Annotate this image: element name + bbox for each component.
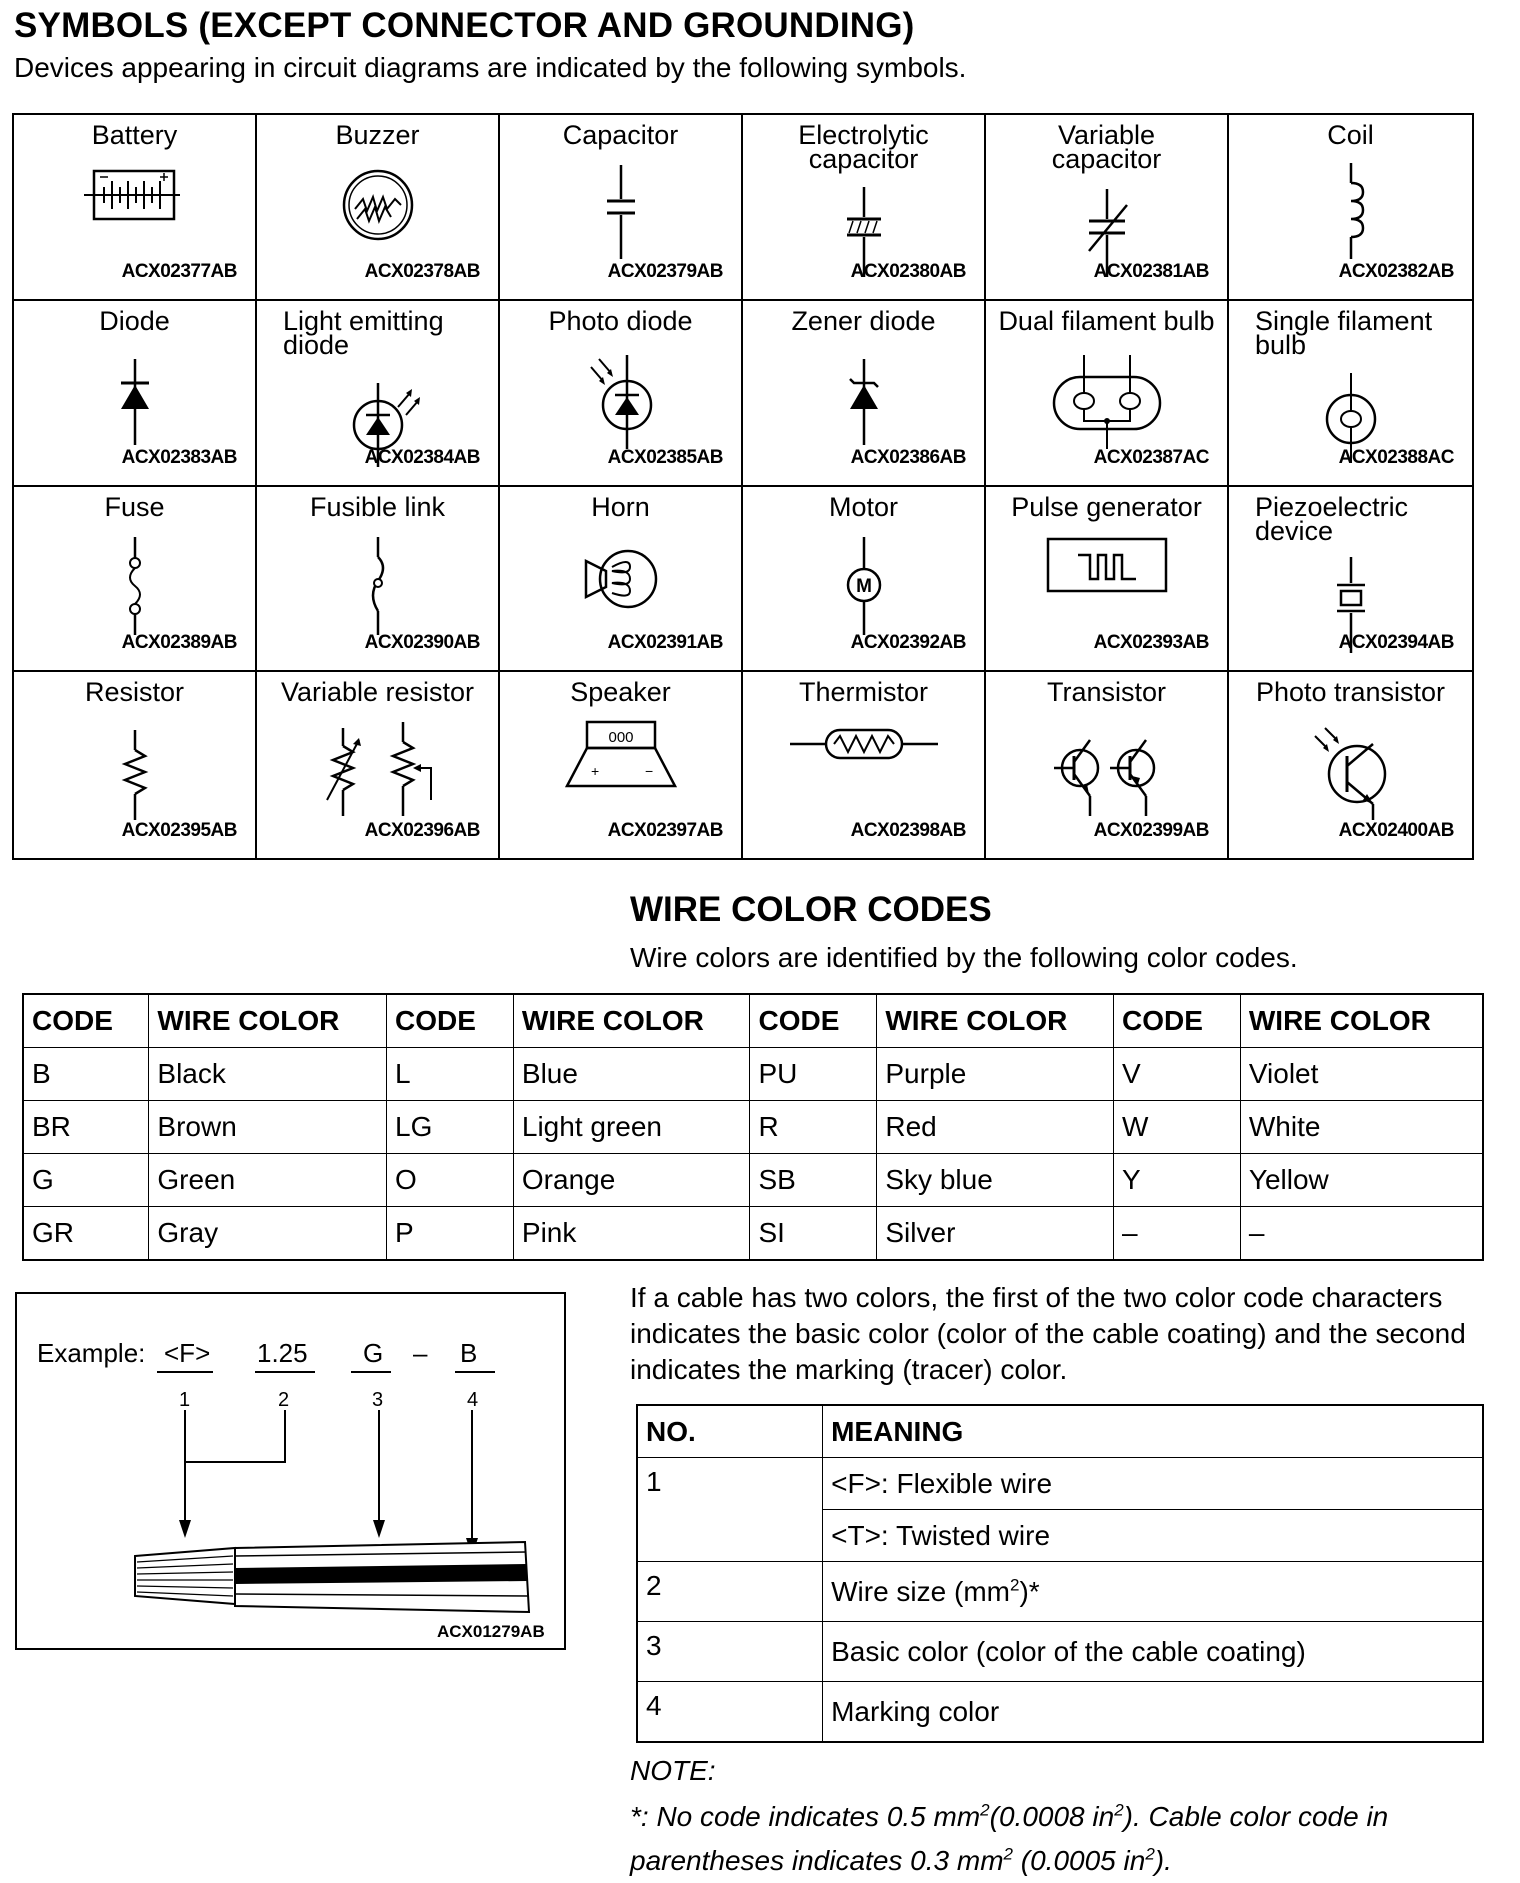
wire-color-code: L (387, 1048, 514, 1101)
symbol-code: ACX02378AB (364, 260, 480, 282)
speaker-minus-glyph: − (644, 763, 653, 780)
symbol-cell-diode (14, 301, 257, 487)
symbol-cell-thermistor (743, 672, 986, 858)
symbol-cell-horn (500, 487, 743, 673)
capacitor-icon (601, 159, 641, 269)
fusible-link-icon (358, 531, 398, 641)
meaning-no: 4 (637, 1682, 823, 1743)
symbol-label: Pulse generator (1011, 491, 1202, 522)
symbol-label: Dual filament bulb (998, 305, 1215, 336)
symbol-code: ACX02396AB (364, 820, 480, 841)
wire-color-name: Pink (513, 1207, 750, 1261)
meaning-header: NO. (637, 1405, 823, 1458)
diode-icon (115, 345, 155, 455)
symbol-label: Thermistor (798, 677, 928, 708)
wire-color-code: O (387, 1154, 514, 1207)
symbol-label: Horn (591, 491, 650, 522)
table-row (23, 1154, 1483, 1207)
table-row (23, 1101, 1483, 1154)
buzzer-icon (333, 159, 423, 249)
transistor-icon (1042, 716, 1172, 826)
symbol-code: ACX02391AB (607, 632, 723, 654)
symbol-label: Variable capacitor (1051, 120, 1162, 174)
variable-resistor-icon (313, 716, 443, 826)
symbol-code: ACX02380AB (850, 260, 966, 282)
resistor-icon (115, 716, 155, 826)
symbols-grid (12, 113, 1474, 860)
speaker-plus-glyph: + (590, 763, 599, 780)
battery-icon (80, 159, 190, 229)
symbol-code: ACX02394AB (1338, 632, 1454, 654)
wire-color-name: Gray (149, 1207, 387, 1261)
motor-glyph: M (855, 575, 872, 597)
symbol-cell-capacitor (500, 115, 743, 301)
symbol-cell-variable-capacitor (986, 115, 1229, 301)
note-heading: NOTE: (630, 1755, 716, 1786)
symbol-cell-coil (1229, 115, 1472, 301)
wire-color-name: Violet (1240, 1048, 1483, 1101)
symbol-code: ACX02383AB (121, 446, 237, 468)
wire-color-code: Y (1113, 1154, 1240, 1207)
photo-transistor-icon (1301, 716, 1401, 826)
symbol-label: Fuse (104, 491, 165, 522)
wire-color-name: Black (149, 1048, 387, 1101)
symbol-cell-speaker (500, 672, 743, 858)
photo-diode-icon (571, 345, 671, 455)
example-dash: – (413, 1338, 428, 1368)
symbol-cell-transistor (986, 672, 1229, 858)
wire-color-code: V (1113, 1048, 1240, 1101)
zener-diode-icon (844, 345, 884, 455)
wire-meaning-table (636, 1404, 1484, 1743)
symbol-cell-dual-filament-bulb (986, 301, 1229, 487)
wire-color-table (22, 993, 1484, 1261)
meaning-text: Wire size $(mm^2)*$ (823, 1562, 1483, 1622)
wire-color-name: Silver (877, 1207, 1114, 1261)
symbol-cell-single-filament-bulb (1229, 301, 1472, 487)
symbol-cell-electrolytic-capacitor (743, 115, 986, 301)
wire-color-code: LG (387, 1101, 514, 1154)
symbol-code: ACX02400AB (1338, 820, 1454, 841)
example-num-2: 2 (278, 1389, 290, 1411)
wire-color-code: SI (750, 1207, 877, 1261)
symbol-code: ACX02381AB (1093, 260, 1209, 282)
symbol-code: ACX02385AB (607, 446, 723, 468)
symbol-code: ACX02382AB (1338, 260, 1454, 282)
table-row (637, 1458, 1483, 1510)
meaning-text: <F>: Flexible wire (823, 1458, 1483, 1510)
dual-filament-bulb-icon (1042, 345, 1172, 455)
example-part-2: 1.25 (257, 1338, 308, 1368)
symbol-code: ACX02388AC (1338, 446, 1454, 468)
wire-color-code: G (23, 1154, 149, 1207)
color-header: CODE (750, 994, 877, 1048)
symbol-label: Zener diode (791, 305, 936, 336)
meaning-header: MEANING (823, 1405, 1483, 1458)
symbol-label: Transistor (1046, 677, 1167, 708)
wire-color-name: Green (149, 1154, 387, 1207)
wire-color-code: GR (23, 1207, 149, 1261)
wire-color-title: WIRE COLOR CODES (630, 890, 992, 929)
wire-color-code: R (750, 1101, 877, 1154)
wire-color-code: BR (23, 1101, 149, 1154)
symbol-cell-motor (743, 487, 986, 673)
wire-color-name: – (1240, 1207, 1483, 1261)
symbol-code: ACX02393AB (1093, 632, 1209, 654)
table-row (637, 1622, 1483, 1682)
wire-color-code: PU (750, 1048, 877, 1101)
example-part-4: B (460, 1338, 478, 1368)
wire-color-name: White (1240, 1101, 1483, 1154)
horn-icon (576, 531, 666, 621)
symbol-cell-buzzer (257, 115, 500, 301)
table-row (23, 1048, 1483, 1101)
page-title: SYMBOLS (EXCEPT CONNECTOR AND GROUNDING) (14, 6, 915, 45)
color-header: WIRE COLOR (1240, 994, 1483, 1048)
symbol-label: Diode (99, 305, 170, 336)
meaning-text: Marking color (823, 1682, 1483, 1743)
two-color-note: If a cable has two colors, the first of the two color code characters indicates the basic color (color of the cable coating) and the second indicates the marking (tracer) color. (630, 1282, 1466, 1385)
symbol-code: ACX02387AC (1093, 446, 1209, 468)
coil-icon (1331, 159, 1371, 269)
symbol-label: Battery (91, 120, 178, 150)
symbol-cell-pulse-generator (986, 487, 1229, 673)
wire-color-name: Red (877, 1101, 1114, 1154)
symbol-cell-zener-diode (743, 301, 986, 487)
symbol-code: ACX02397AB (607, 820, 723, 841)
table-row (23, 1207, 1483, 1261)
wire-color-name: Yellow (1240, 1154, 1483, 1207)
fuse-icon (115, 531, 155, 641)
example-num-3: 3 (372, 1389, 384, 1411)
color-header: CODE (23, 994, 149, 1048)
wire-color-code: P (387, 1207, 514, 1261)
symbol-label: Coil (1327, 120, 1374, 150)
wire-example-diagram (15, 1292, 566, 1650)
symbol-code: ACX02398AB (850, 820, 966, 841)
meaning-no: 2 (637, 1562, 823, 1622)
symbol-label: Capacitor (562, 120, 679, 150)
wire-color-code: SB (750, 1154, 877, 1207)
wire-color-name: Orange (513, 1154, 750, 1207)
symbol-cell-resistor (14, 672, 257, 858)
wire-color-code: B (23, 1048, 149, 1101)
symbol-cell-fuse (14, 487, 257, 673)
example-label: Example: (37, 1338, 146, 1368)
symbol-cell-variable-resistor (257, 672, 500, 858)
symbol-cell-piezoelectric-device (1229, 487, 1472, 673)
symbol-code: ACX02399AB (1093, 820, 1209, 841)
wire-color-code: W (1113, 1101, 1240, 1154)
wire-color-name: Sky blue (877, 1154, 1114, 1207)
symbol-label: Speaker (570, 677, 671, 708)
example-part-1: <F> (164, 1338, 211, 1368)
symbol-cell-photo-transistor (1229, 672, 1472, 858)
symbol-code: ACX02377AB (121, 260, 237, 282)
cable-icon (135, 1542, 529, 1612)
symbol-code: ACX02395AB (121, 820, 237, 841)
example-figure-code: ACX01279AB (437, 1622, 545, 1641)
color-header: CODE (1113, 994, 1240, 1048)
color-header: WIRE COLOR (877, 994, 1114, 1048)
symbol-label: Fusible link (309, 491, 446, 522)
speaker-coil-glyph: 000 (607, 729, 634, 747)
example-num-4: 4 (467, 1389, 479, 1411)
pulse-generator-icon (1042, 531, 1172, 601)
symbol-label: Resistor (84, 677, 185, 708)
symbol-code: ACX02384AB (364, 446, 480, 468)
symbol-code: ACX02390AB (364, 632, 480, 654)
intro-text: Devices appearing in circuit diagrams are indicated by the following symbols. (14, 52, 967, 83)
meaning-no: 1 (637, 1458, 823, 1562)
color-header: CODE (387, 994, 514, 1048)
color-header: WIRE COLOR (513, 994, 750, 1048)
motor-icon (844, 531, 884, 641)
symbol-cell-led (257, 301, 500, 487)
speaker-icon (561, 716, 681, 796)
color-header: WIRE COLOR (149, 994, 387, 1048)
symbol-label: Motor (828, 491, 899, 522)
wire-color-code: – (1113, 1207, 1240, 1261)
example-num-1: 1 (179, 1389, 191, 1411)
symbol-code: ACX02389AB (121, 632, 237, 654)
wire-color-name: Brown (149, 1101, 387, 1154)
meaning-text: <T>: Twisted wire (823, 1510, 1483, 1562)
symbol-cell-photo-diode (500, 301, 743, 487)
symbol-cell-fusible-link (257, 487, 500, 673)
table-row (637, 1562, 1483, 1622)
example-part-3: G (363, 1338, 384, 1368)
symbol-code: ACX02379AB (607, 260, 723, 282)
symbol-code: ACX02386AB (850, 446, 966, 468)
symbol-label: Electrolytic capacitor (798, 120, 929, 174)
thermistor-icon (784, 716, 944, 776)
table-row (637, 1682, 1483, 1743)
note-body: *: No code indicates 0.5 $mm^2(0.0008$ $in^2$). Cable color code in parentheses indicates 0.3 $mm^2$ (0.0005 $in^2$). (630, 1800, 1389, 1876)
symbol-label: Light emitting diode (283, 305, 444, 360)
meaning-text: Basic color (color of the cable coating) (823, 1622, 1483, 1682)
wire-example-svg (17, 1294, 564, 1648)
wire-color-name: Blue (513, 1048, 750, 1101)
symbol-label: Photo diode (548, 305, 693, 336)
wire-color-intro: Wire colors are identified by the following color codes. (630, 942, 1298, 973)
symbol-label: Piezoelectric device (1255, 491, 1409, 546)
symbol-label: Variable resistor (280, 677, 475, 708)
example-leader-lines (185, 1410, 472, 1544)
symbol-label: Buzzer (335, 120, 420, 150)
symbol-code: ACX02392AB (850, 632, 966, 654)
wire-color-name: Purple (877, 1048, 1114, 1101)
symbol-label: Single filament bulb (1255, 305, 1433, 360)
symbol-cell-battery (14, 115, 257, 301)
symbol-label: Photo transistor (1255, 677, 1446, 708)
wire-color-name: Light green (513, 1101, 750, 1154)
meaning-no: 3 (637, 1622, 823, 1682)
